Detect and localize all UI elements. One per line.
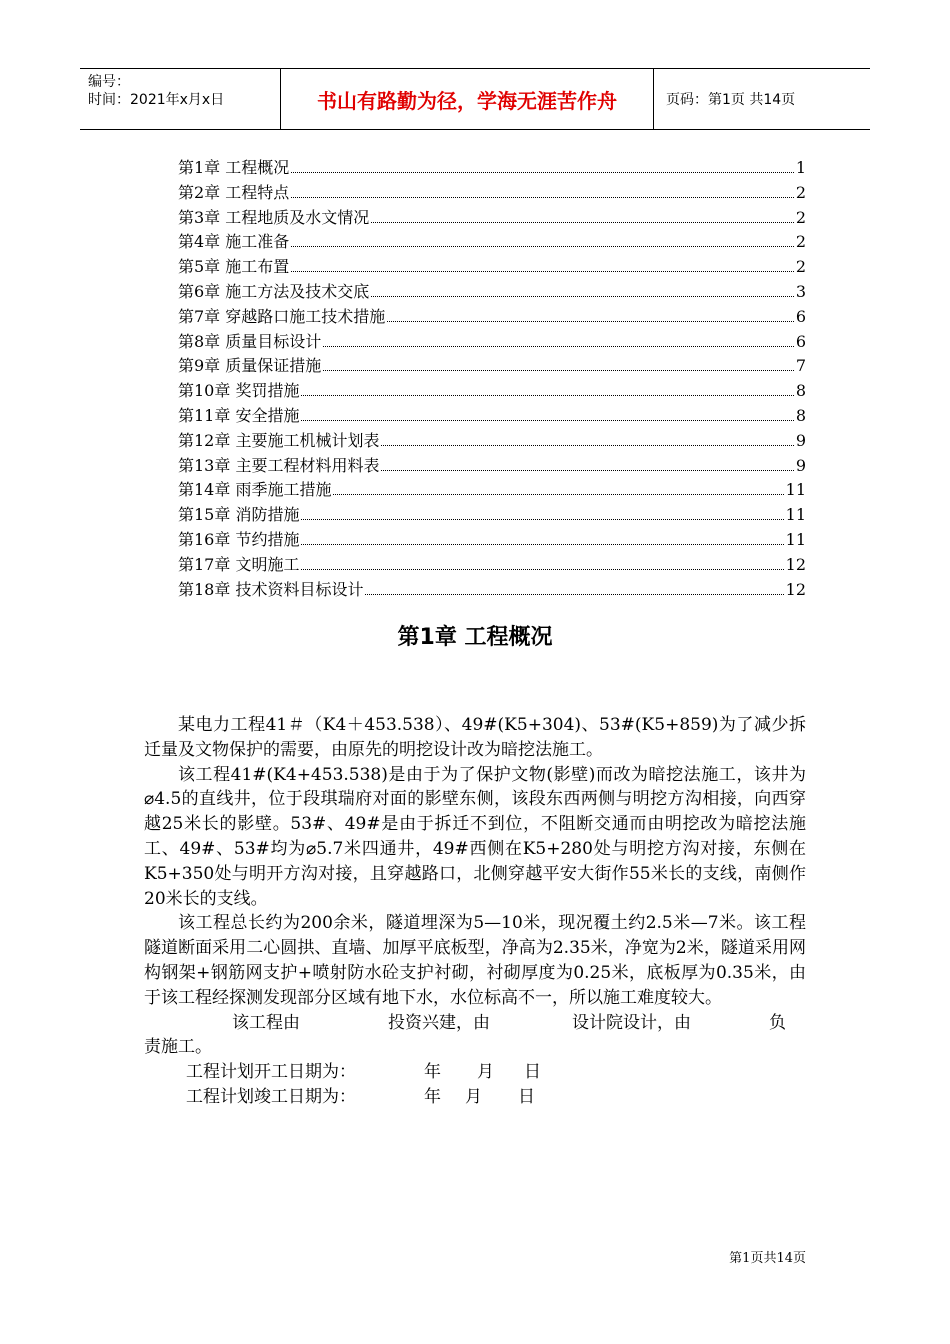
toc-leader-dots <box>301 568 783 570</box>
toc-leader-dots <box>291 270 794 272</box>
toc-leader-dots <box>291 171 794 173</box>
toc-item-label: 第2章 工程特点 <box>178 182 290 202</box>
toc-item[interactable] <box>178 304 806 329</box>
toc-leader-dots <box>333 493 783 495</box>
toc-item[interactable] <box>178 428 806 453</box>
toc-leader-dots <box>301 394 793 396</box>
time-label: 时间：2021年x月x日 <box>88 92 225 108</box>
start-year: 年 <box>424 1062 441 1083</box>
toc-item-page: 11 <box>785 480 806 500</box>
start-day: 日 <box>524 1062 541 1083</box>
toc-item-label: 第10章 奖罚措施 <box>178 381 300 401</box>
header-page-info: 页码：第1页 共14页 <box>666 92 796 108</box>
toc-item-label: 第6章 施工方法及技术交底 <box>178 281 370 301</box>
toc-item-page: 2 <box>795 207 806 227</box>
toc-item-label: 第12章 主要施工机械计划表 <box>178 430 380 450</box>
start-date-line <box>144 1060 806 1085</box>
toc-item[interactable] <box>178 279 806 304</box>
toc-item[interactable] <box>178 329 806 354</box>
toc-item-label: 第8章 质量目标设计 <box>178 331 322 351</box>
header-left <box>80 69 280 129</box>
toc-item-page: 1 <box>795 158 806 177</box>
toc-item[interactable] <box>178 180 806 205</box>
toc-leader-dots <box>291 245 794 247</box>
paragraph-3: 该工程总长约为200余米，隧道埋深为5—10米，现况覆土约2.5米—7米。该工程隧道断面采用二心圆拱、直墙、加厚平底板型，净高为2.35米，净宽为2米，隧道采用网构钢架+钢筋网支护+喷射防水砼支护衬砌，衬砌厚度为0.25米，底板厚为0.35米，由于该工程经探测发现部分区域有地下水，水位标高不一，所以施工难度较大。 <box>144 913 806 1008</box>
toc-item[interactable] <box>178 155 806 180</box>
p4-part-d: 负 <box>769 1012 786 1033</box>
toc-item-page: 11 <box>785 505 806 525</box>
page-header <box>80 68 870 130</box>
end-date-label: 工程计划竣工日期为： <box>186 1086 356 1107</box>
toc-item-page: 8 <box>795 405 806 425</box>
toc-item[interactable] <box>178 403 806 428</box>
number-label: 编号： <box>88 74 130 90</box>
toc-item-page: 6 <box>795 331 806 351</box>
toc-item-page: 9 <box>795 455 806 475</box>
toc-item[interactable] <box>178 477 806 502</box>
toc-leader-dots <box>301 543 783 545</box>
chapter-body <box>144 713 806 1110</box>
toc-item-page: 11 <box>785 529 806 549</box>
toc-leader-dots <box>301 419 793 421</box>
toc-leader-dots <box>301 518 783 520</box>
toc-item[interactable] <box>178 205 806 230</box>
end-month: 月 <box>465 1086 482 1107</box>
toc-leader-dots <box>381 444 793 446</box>
toc-item[interactable] <box>178 527 806 552</box>
toc-leader-dots <box>323 345 794 347</box>
toc-item-page: 12 <box>785 554 806 574</box>
toc-leader-dots <box>323 369 794 371</box>
toc-item[interactable] <box>178 229 806 254</box>
toc-item-label: 第17章 文明施工 <box>178 554 300 574</box>
toc-item-page: 2 <box>795 182 806 202</box>
toc-item-label: 第5章 施工布置 <box>178 257 290 277</box>
toc-item-page: 12 <box>785 579 806 599</box>
toc-item-page: 2 <box>795 232 806 252</box>
end-date-line <box>144 1085 806 1110</box>
toc-item[interactable] <box>178 353 806 378</box>
chapter-title: 第1章 工程概况 <box>397 625 553 650</box>
paragraph-1: 某电力工程41＃（K4＋453.538）、49#(K5+304)、53#(K5+859)为了减少拆迁量及文物保护的需要，由原先的明挖设计改为暗挖法施工。 <box>144 715 806 760</box>
table-of-contents <box>178 155 806 601</box>
toc-item-label: 第4章 施工准备 <box>178 232 290 252</box>
header-motto-cell <box>280 69 654 129</box>
toc-item-label: 第9章 质量保证措施 <box>178 356 322 376</box>
toc-item-label: 第15章 消防措施 <box>178 505 300 525</box>
toc-leader-dots <box>381 469 793 471</box>
toc-item[interactable] <box>178 378 806 403</box>
toc-item-label: 第1章 工程概况 <box>178 158 290 177</box>
p4-part-a: 该工程由 <box>232 1012 300 1033</box>
toc-item-page: 8 <box>795 381 806 401</box>
toc-leader-dots <box>387 320 794 322</box>
toc-item[interactable] <box>178 577 806 602</box>
toc-leader-dots <box>371 295 794 297</box>
toc-item-label: 第13章 主要工程材料用料表 <box>178 455 380 475</box>
toc-leader-dots <box>291 196 794 198</box>
start-date-label: 工程计划开工日期为： <box>186 1062 356 1083</box>
paragraph-2: 该工程41#(K4+453.538)是由于为了保护文物(影壁)而改为暗挖法施工，该井为⌀4.5的直线井，位于段琪瑞府对面的影壁东侧，该段东西两侧与明挖方沟相接，向西穿越25米长的影壁。53#、49#是由于拆迁不到位，不阻断交通而由明挖改为暗挖法施工、49#、53#均为⌀5.7米四通井，49#西侧在K5+280处与明挖方沟对接，东侧在K5+350处与明开方沟对接，且穿越路口，北侧穿越平安大街作55米长的支线，南侧作20米长的支线。 <box>144 764 806 909</box>
paragraph-4 <box>144 1011 806 1036</box>
toc-item-page: 9 <box>795 430 806 450</box>
toc-item-label: 第14章 雨季施工措施 <box>178 480 332 500</box>
toc-item[interactable] <box>178 502 806 527</box>
toc-leader-dots <box>371 221 794 223</box>
toc-item-label: 第7章 穿越路口施工技术措施 <box>178 306 386 326</box>
toc-item-label: 第16章 节约措施 <box>178 529 300 549</box>
toc-item-label: 第18章 技术资料目标设计 <box>178 579 364 599</box>
toc-item-label: 第11章 安全措施 <box>178 405 300 425</box>
toc-item[interactable] <box>178 453 806 478</box>
toc-item-page: 2 <box>795 257 806 277</box>
toc-item-page: 7 <box>795 356 806 376</box>
end-year: 年 <box>424 1086 441 1107</box>
header-motto: 书山有路勤为径，学海无涯苦作舟 <box>317 88 617 113</box>
toc-item[interactable] <box>178 254 806 279</box>
toc-item-page: 3 <box>795 281 806 301</box>
page-footer: 第1页共14页 <box>729 1251 806 1266</box>
toc-item-label: 第3章 工程地质及水文情况 <box>178 207 370 227</box>
p4-part-b: 投资兴建，由 <box>388 1012 490 1033</box>
end-day: 日 <box>518 1086 535 1107</box>
toc-item-page: 6 <box>795 306 806 326</box>
p4-part-c: 设计院设计，由 <box>572 1012 691 1033</box>
toc-item[interactable] <box>178 552 806 577</box>
start-month: 月 <box>477 1062 494 1083</box>
paragraph-4-cont: 责施工。 <box>144 1037 212 1058</box>
toc-leader-dots <box>365 593 783 595</box>
